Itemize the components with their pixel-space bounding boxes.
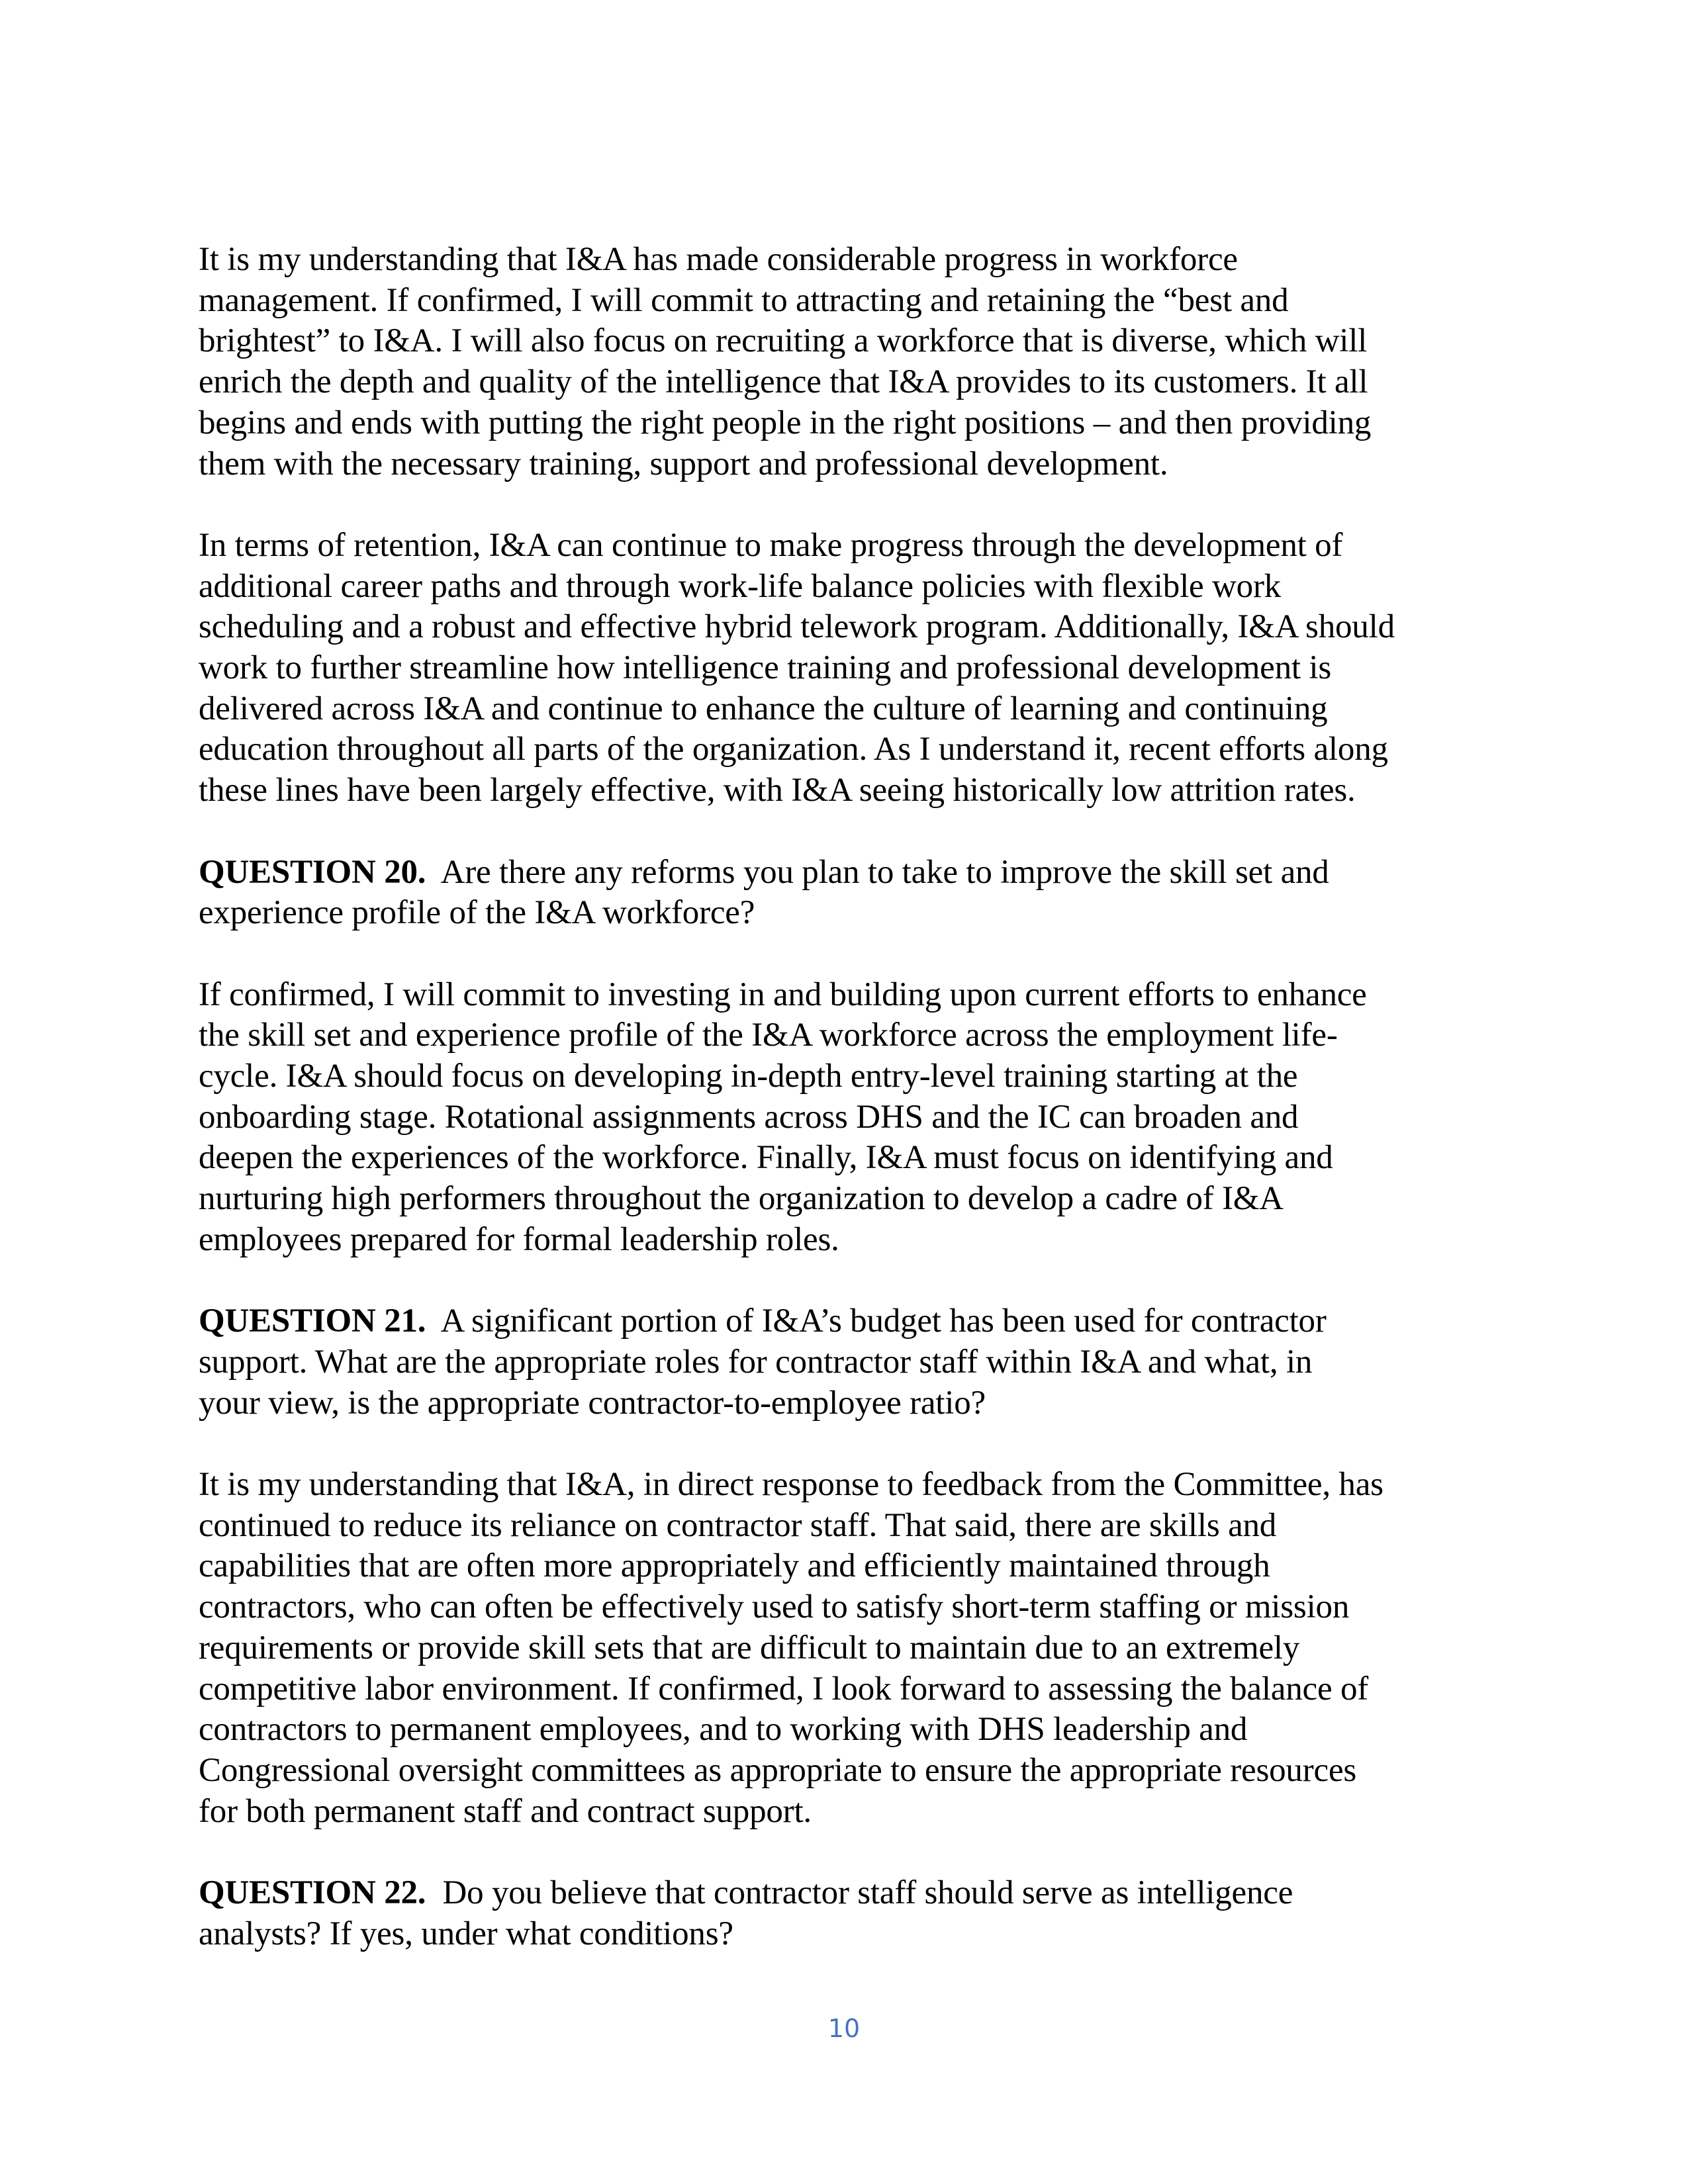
question-22 xyxy=(199,1873,1509,1954)
question-label: QUESTION 22. xyxy=(199,1874,426,1912)
text-line: nurturing high performers throughout the organization to develop a cadre of I&A xyxy=(199,1180,1284,1218)
text-line: continued to reduce its reliance on contractor staff. That said, there are skills and xyxy=(199,1506,1277,1544)
question-label: QUESTION 21. xyxy=(199,1302,426,1340)
text-line: enrich the depth and quality of the intelligence that I&A provides to its customers. It all xyxy=(199,363,1368,401)
text-line: onboarding stage. Rotational assignments across DHS and the IC can broaden and xyxy=(199,1098,1299,1136)
text-line: work to further streamline how intelligence training and professional development is xyxy=(199,649,1332,687)
page-number: 10 xyxy=(827,2014,861,2043)
text-line: It is my understanding that I&A has made considerable progress in workforce xyxy=(199,241,1238,278)
text-line: analysts? If yes, under what conditions? xyxy=(199,1915,733,1952)
question-text: Are there any reforms you plan to take to improve the skill set and xyxy=(426,853,1329,891)
answer-paragraph-retention xyxy=(199,525,1509,811)
question-20 xyxy=(199,852,1509,934)
text-line: contractors, who can often be effectively used to satisfy short-term staffing or mission xyxy=(199,1588,1350,1626)
text-line: them with the necessary training, support and professional development. xyxy=(199,445,1168,482)
answer-question-21 xyxy=(199,1465,1509,1832)
text-line: additional career paths and through work-life balance policies with flexible work xyxy=(199,567,1282,605)
text-line: capabilities that are often more appropriately and efficiently maintained through xyxy=(199,1547,1270,1585)
text-line: management. If confirmed, I will commit to attracting and retaining the “best and xyxy=(199,281,1289,319)
question-text: A significant portion of I&A’s budget has been used for contractor xyxy=(426,1302,1327,1340)
text-line: your view, is the appropriate contractor-to-employee ratio? xyxy=(199,1384,986,1422)
text-line: requirements or provide skill sets that are difficult to maintain due to an extremely xyxy=(199,1629,1300,1666)
text-line: the skill set and experience profile of the I&A workforce across the employment life- xyxy=(199,1017,1338,1054)
question-label: QUESTION 20. xyxy=(199,853,426,891)
text-line: support. What are the appropriate roles for contractor staff within I&A and what, in xyxy=(199,1343,1313,1381)
text-line: these lines have been largely effective, with I&A seeing historically low attrition rates. xyxy=(199,772,1356,809)
text-line: In terms of retention, I&A can continue to make progress through the development of xyxy=(199,526,1343,564)
text-line: employees prepared for formal leadership roles. xyxy=(199,1220,839,1258)
answer-paragraph-workforce-management xyxy=(199,240,1509,484)
text-line: Congressional oversight committees as appropriate to ensure the appropriate resources xyxy=(199,1751,1357,1789)
text-line: cycle. I&A should focus on developing in-depth entry-level training starting at the xyxy=(199,1058,1298,1095)
question-first-line xyxy=(199,852,1509,893)
text-line: It is my understanding that I&A, in direct response to feedback from the Committee, has xyxy=(199,1466,1383,1504)
text-line: education throughout all parts of the organization. As I understand it, recent efforts along xyxy=(199,731,1388,768)
text-line: If confirmed, I will commit to investing in and building upon current efforts to enhance xyxy=(199,976,1367,1013)
question-text: Do you believe that contractor staff should serve as intelligence xyxy=(426,1874,1293,1912)
text-line: experience profile of the I&A workforce? xyxy=(199,894,755,932)
question-21 xyxy=(199,1301,1509,1424)
answer-question-20 xyxy=(199,975,1509,1261)
question-first-line xyxy=(199,1301,1509,1342)
document-page xyxy=(199,240,1509,1995)
text-line: brightest” to I&A. I will also focus on recruiting a workforce that is diverse, which will xyxy=(199,322,1368,360)
question-first-line xyxy=(199,1873,1509,1914)
text-line: competitive labor environment. If confirmed, I look forward to assessing the balance of xyxy=(199,1670,1369,1707)
text-line: for both permanent staff and contract support. xyxy=(199,1792,812,1830)
text-line: contractors to permanent employees, and to working with DHS leadership and xyxy=(199,1711,1248,1749)
text-line: deepen the experiences of the workforce. Finally, I&A must focus on identifying and xyxy=(199,1139,1333,1177)
text-line: delivered across I&A and continue to enhance the culture of learning and continuing xyxy=(199,690,1328,727)
text-line: begins and ends with putting the right people in the right positions – and then providing xyxy=(199,404,1372,441)
text-line: scheduling and a robust and effective hybrid telework program. Additionally, I&A should xyxy=(199,608,1395,646)
